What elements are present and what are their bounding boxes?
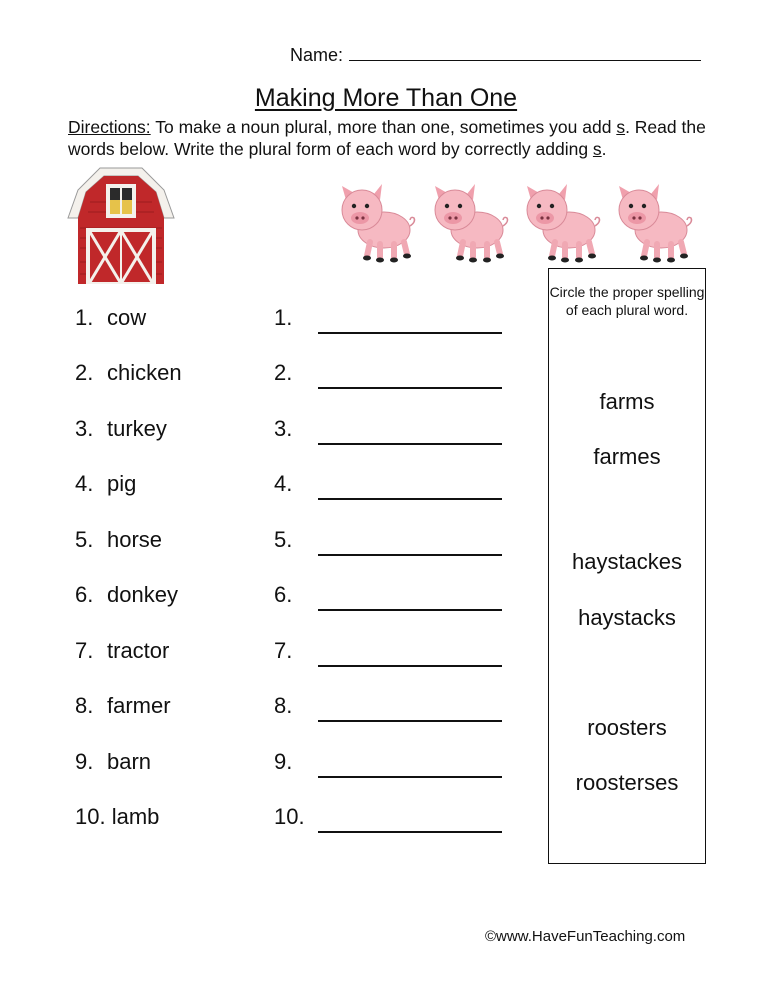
answer-number: 8. [274, 693, 293, 718]
name-field[interactable] [290, 44, 701, 66]
answer-line[interactable] [318, 498, 502, 500]
answer-number: 7. [274, 638, 293, 663]
pig-icon [334, 184, 418, 264]
word-item: 10. lamb [75, 804, 160, 829]
word-item: 4. pig [75, 471, 137, 496]
answer-line[interactable] [318, 609, 502, 611]
directions-label: Directions: [68, 117, 151, 137]
answer-line[interactable] [318, 776, 502, 778]
spelling-choice[interactable]: haystacks [578, 605, 676, 630]
spelling-choice[interactable]: farms [599, 389, 655, 414]
answer-number: 2. [274, 360, 293, 385]
page-title: Making More Than One [254, 84, 518, 112]
answer-number: 4. [274, 471, 293, 496]
spelling-box-instruction: Circle the proper spelling of each plural word. [549, 284, 705, 318]
word-item: 6. donkey [75, 582, 178, 607]
spelling-choice[interactable]: haystackes [571, 549, 683, 574]
answer-number: 1. [274, 305, 293, 330]
spelling-choice[interactable]: roosterses [575, 770, 679, 795]
word-item: 3. turkey [75, 416, 167, 441]
directions-s-2: s [592, 139, 602, 159]
pig-icon [519, 184, 603, 264]
answer-number: 6. [274, 582, 293, 607]
barn-icon [60, 162, 182, 286]
directions [68, 116, 708, 160]
word-item: 8. farmer [75, 693, 171, 718]
spelling-choice[interactable]: roosters [587, 715, 667, 740]
answer-number: 3. [274, 416, 293, 441]
answer-line[interactable] [318, 554, 502, 556]
word-item: 9. barn [75, 749, 152, 774]
copyright-footer: ©www.HaveFunTeaching.com [485, 928, 686, 945]
answer-line[interactable] [318, 720, 502, 722]
word-item: 5. horse [75, 527, 163, 552]
name-line[interactable] [349, 44, 701, 61]
directions-text-2: . Read the words below. Write the plural form of each word by correctly adding [68, 117, 706, 159]
spelling-choice[interactable]: farmes [593, 444, 661, 469]
name-label: Name: [290, 45, 344, 65]
word-item: 2. chicken [75, 360, 182, 385]
pig-icon [427, 184, 511, 264]
answer-line[interactable] [318, 443, 502, 445]
answer-number: 10. [274, 804, 305, 829]
directions-text-1: To make a noun plural, more than one, sometimes you add [150, 117, 617, 137]
answer-line[interactable] [318, 387, 502, 389]
answer-line[interactable] [318, 332, 502, 334]
answer-number: 5. [274, 527, 293, 552]
answer-number: 9. [274, 749, 293, 774]
answer-line[interactable] [318, 831, 502, 833]
directions-s-1: s [616, 117, 626, 137]
answer-line[interactable] [318, 665, 502, 667]
word-item: 7. tractor [75, 638, 170, 663]
directions-text-3: . [601, 139, 607, 159]
pig-icon [611, 184, 695, 264]
word-item: 1. cow [75, 305, 147, 330]
